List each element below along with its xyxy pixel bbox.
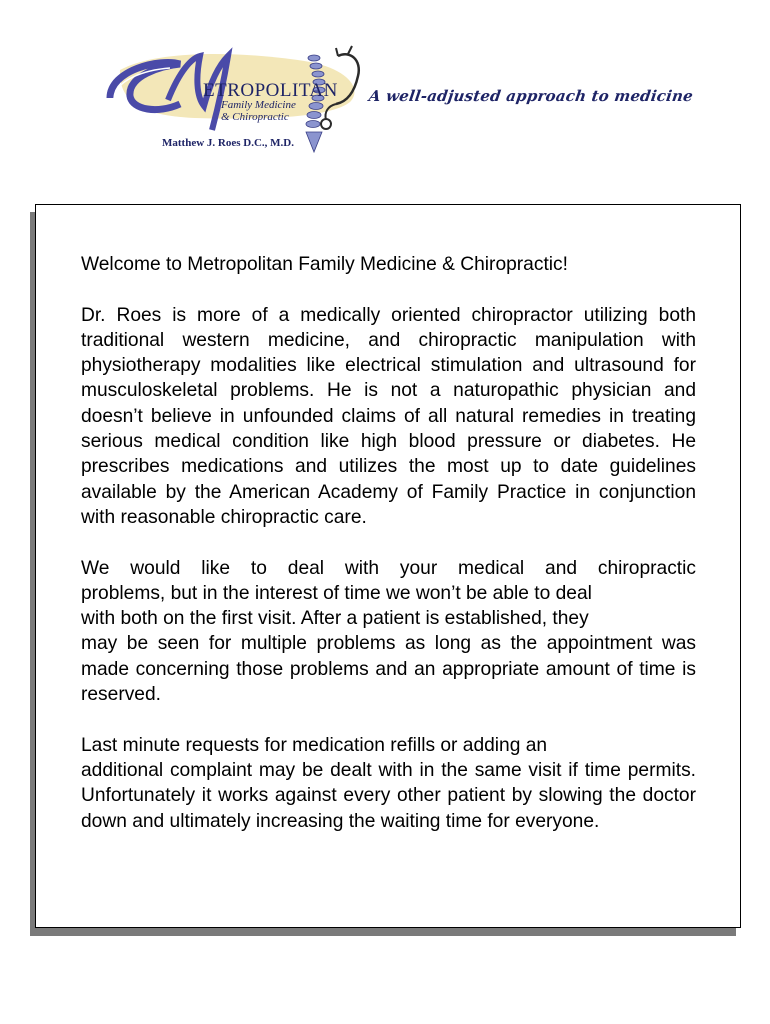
logo-name: ETROPOLITAN bbox=[203, 80, 338, 101]
paragraph-visit-policy bbox=[81, 556, 696, 708]
visit-policy-line-3: with both on the first visit. After a patient is established, they bbox=[81, 608, 589, 630]
welcome-letter bbox=[81, 252, 696, 859]
visit-policy-line-2: problems, but in the interest of time we won’t be able to deal bbox=[81, 582, 592, 604]
visit-policy-line-4: may be seen for multiple problems as long as the appointment was made concerning those problems and an appropriate amount of time is reserved. bbox=[81, 633, 696, 706]
visit-policy-line-1: We would like to deal with your medical and chiropractic bbox=[81, 557, 696, 579]
logo-doctor-name: Matthew J. Roes D.C., M.D. bbox=[162, 137, 294, 149]
refill-policy-line-2: additional complaint may be dealt with in the same visit if time permits. Unfortunately it works against every other patient by slowing the doctor down and ultimately increasing the waiting time for everyone. bbox=[81, 759, 696, 832]
logo-subtitle-family-medicine: Family Medicine bbox=[221, 99, 296, 111]
logo-subtitle-chiropractic: & Chiropractic bbox=[221, 111, 289, 123]
welcome-heading: Welcome to Metropolitan Family Medicine & Chiropractic! bbox=[81, 254, 568, 275]
refill-policy-line-1: Last minute requests for medication refills or adding an bbox=[81, 734, 548, 756]
page-header bbox=[0, 0, 770, 175]
paragraph-about-doctor: Dr. Roes is more of a medically oriented chiropractor utilizing both traditional western medicine, and chiropractic manipulation with physiotherapy modalities like electrical stimulation and ultrasound for musculoskeletal problems. He is not a naturopathic physician and doesn’t believe in unfounded claims of all natural remedies in treating serious medical condition like high blood pressure or diabetes. He prescribes medications and utilizes the most up to date guidelines available by the American Academy of Family Practice in conjunction with reasonable chiropractic care. bbox=[81, 304, 696, 528]
paragraph-refill-policy bbox=[81, 733, 696, 834]
tagline: A well-adjusted approach to medicine bbox=[367, 87, 695, 105]
